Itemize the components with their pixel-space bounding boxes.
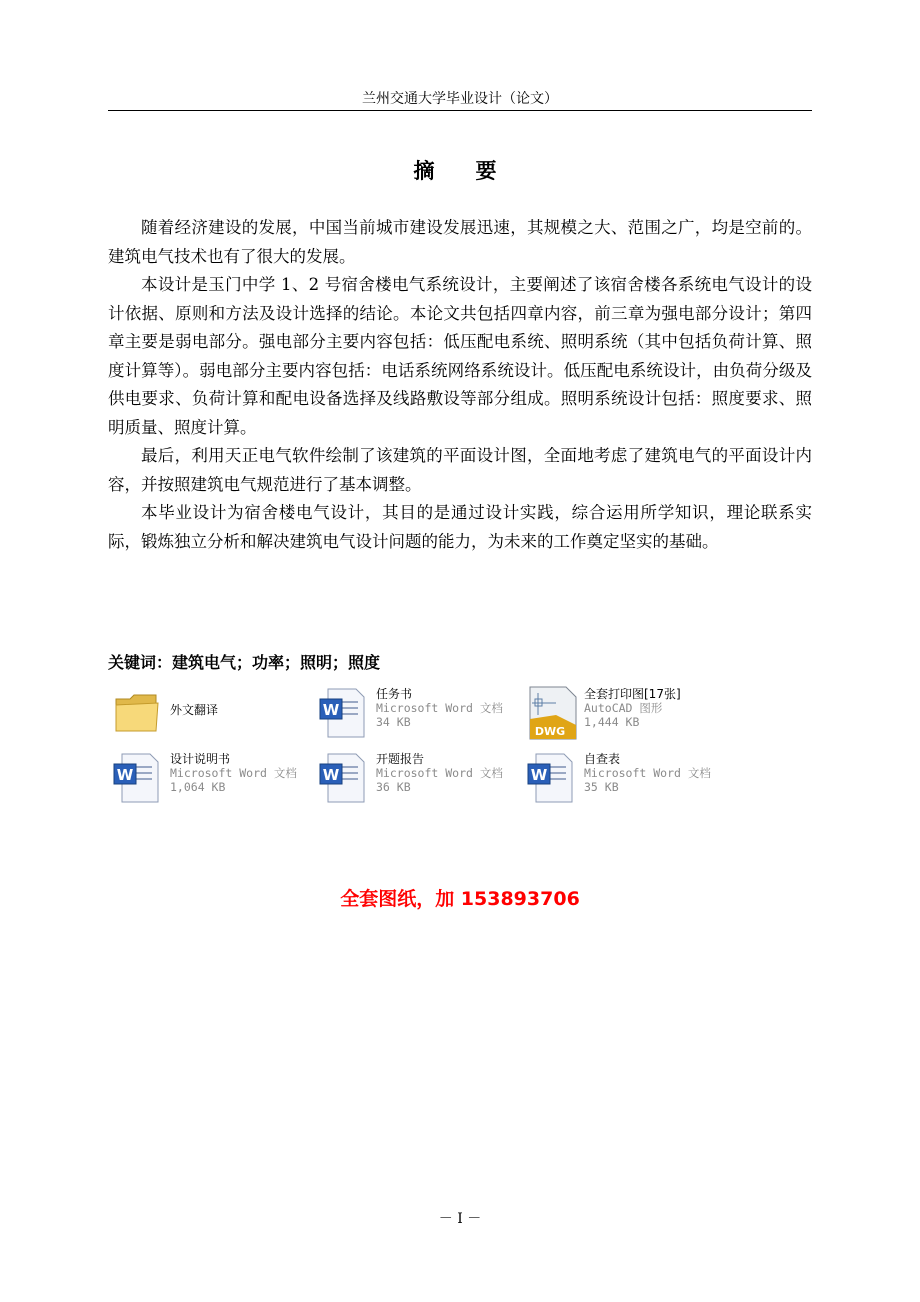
file-name: 开题报告 bbox=[376, 752, 425, 766]
dwg-file-icon bbox=[526, 685, 578, 741]
file-size: 36 KB bbox=[376, 780, 411, 794]
file-item-checklist[interactable] bbox=[526, 750, 726, 814]
word-document-icon bbox=[112, 750, 164, 806]
word-document-icon bbox=[526, 750, 578, 806]
abstract-paragraph-2: 本设计是玉门中学 1、2 号宿舍楼电气系统设计，主要阐述了该宿舍楼各系统电气设计的设计依据、原则和方法及设计选择的结论。本论文共包括四章内容，前三章为强电部分设计；第四章主要是弱电部分。强电部分主要内容包括：低压配电系统、照明系统（其中包括负荷计算、照度计算等）。弱电部分主要内容包括：电话系统网络系统设计。低压配电系统设计，由负荷分级及供电要求、负荷计算和配电设备选择及线路敷设等部分组成。照明系统设计包括：照度要求、照明质量、照度计算。 bbox=[108, 275, 812, 437]
svg-text:W: W bbox=[530, 766, 548, 784]
file-size: 1,064 KB bbox=[170, 780, 226, 794]
file-name: 自查表 bbox=[584, 752, 621, 766]
abstract-paragraph-1: 随着经济建设的发展，中国当前城市建设发展迅速，其规模之大、范围之广，均是空前的。建筑电气技术也有了很大的发展。 bbox=[108, 218, 812, 266]
file-item-design-manual[interactable] bbox=[112, 750, 312, 814]
file-item-translation[interactable] bbox=[112, 685, 292, 749]
file-name: 外文翻译 bbox=[170, 703, 219, 717]
keywords-line: 关键词：建筑电气；功率；照明；照度 bbox=[108, 653, 381, 672]
file-type: AutoCAD 图形 bbox=[584, 701, 663, 715]
page-number: － I － bbox=[438, 1211, 482, 1227]
file-name: 任务书 bbox=[376, 687, 413, 701]
word-document-icon bbox=[318, 685, 370, 741]
file-size: 35 KB bbox=[584, 780, 619, 794]
file-item-task-book[interactable] bbox=[318, 685, 518, 749]
file-size: 34 KB bbox=[376, 715, 411, 729]
file-type: Microsoft Word 文档 bbox=[376, 701, 503, 715]
page-header: 兰州交通大学毕业设计（论文） bbox=[108, 88, 812, 111]
file-name: 设计说明书 bbox=[170, 752, 231, 766]
file-item-print-drawings[interactable] bbox=[526, 685, 726, 749]
file-size: 1,444 KB bbox=[584, 715, 640, 729]
page-title: 摘 要 bbox=[413, 158, 507, 183]
promo-text: 全套图纸，加 153893706 bbox=[340, 888, 580, 910]
file-type: Microsoft Word 文档 bbox=[376, 766, 503, 780]
svg-text:W: W bbox=[322, 701, 340, 719]
file-type: Microsoft Word 文档 bbox=[170, 766, 297, 780]
abstract-body bbox=[108, 214, 812, 556]
abstract-paragraph-3: 最后，利用天正电气软件绘制了该建筑的平面设计图，全面地考虑了建筑电气的平面设计内容，并按照建筑电气规范进行了基本调整。 bbox=[108, 446, 812, 494]
word-document-icon bbox=[318, 750, 370, 806]
file-item-proposal-report[interactable] bbox=[318, 750, 518, 814]
abstract-paragraph-4: 本毕业设计为宿舍楼电气设计，其目的是通过设计实践，综合运用所学知识，理论联系实际，锻炼独立分析和解决建筑电气设计问题的能力，为未来的工作奠定坚实的基础。 bbox=[108, 503, 812, 551]
svg-text:W: W bbox=[116, 766, 134, 784]
folder-icon bbox=[112, 685, 164, 741]
file-type: Microsoft Word 文档 bbox=[584, 766, 711, 780]
svg-text:W: W bbox=[322, 766, 340, 784]
file-name: 全套打印图[17张] bbox=[584, 687, 681, 701]
svg-text:DWG: DWG bbox=[534, 725, 566, 738]
